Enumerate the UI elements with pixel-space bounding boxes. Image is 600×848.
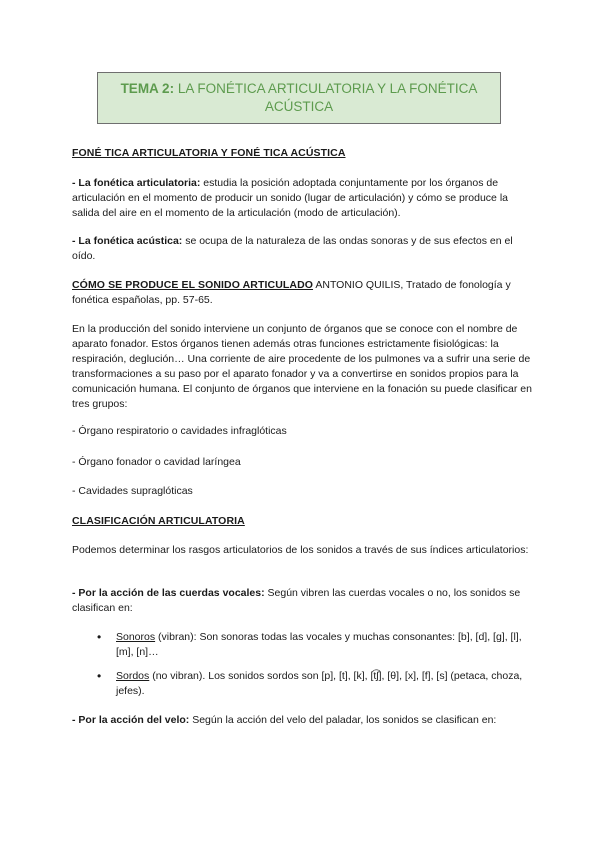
list-item-group-3: - Cavidades supraglóticas <box>72 485 193 497</box>
definition-fonetica-articulatoria: estudia la posición adoptada conjuntamente por los órganos de articulación en el momento de producir un sonido (lugar de articulación) y cómo se produce la salida del aire en el momento de la articulación (modo de articulación). <box>72 177 508 219</box>
title-prefix: TEMA 2: <box>120 81 175 96</box>
paragraph-sonido-articulado <box>72 278 532 308</box>
definition-accion-velo: Según la acción del velo del paladar, los sonidos se clasifican en: <box>192 714 497 726</box>
definition-cuerdas-vocales: Según vibren las cuerdas vocales o no, los sonidos se clasifican en: <box>72 587 521 614</box>
term-fonetica-articulatoria: - La fonética articulatoria: <box>72 177 201 189</box>
section-heading-fonetica: FONÉ TICA ARTICULATORIA Y FONÉ TICA ACÚSTICA <box>72 147 346 159</box>
term-cuerdas-vocales: - Por la acción de las cuerdas vocales: <box>72 587 265 599</box>
section-heading-clasificacion: CLASIFICACIÓN ARTICULATORIA <box>72 515 245 527</box>
title-text-1: LA FONÉTICA ARTICULATORIA Y LA FONÉTICA <box>177 81 478 96</box>
bullet-icon: • <box>97 630 102 644</box>
title-line-2: ACÚSTICA <box>264 99 334 114</box>
paragraph-cuerdas-vocales <box>72 586 532 616</box>
paragraph-fonetica-articulatoria <box>72 176 532 221</box>
title-line-1 <box>121 80 478 98</box>
definition-fonetica-acustica: se ocupa de la naturaleza de las ondas sonoras y de sus efectos en el oído. <box>72 235 513 262</box>
section-heading-sonido-articulado: CÓMO SE PRODUCE EL SONIDO ARTICULADO <box>72 279 314 291</box>
list-item-group-1: - Órgano respiratorio o cavidades infraglóticas <box>72 425 287 437</box>
term-accion-velo: - Por la acción del velo: <box>72 714 190 726</box>
paragraph-clasificacion-intro: Podemos determinar los rasgos articulatorios de los sonidos a través de sus índices articulatorios: <box>72 544 529 556</box>
list-item-group-2: - Órgano fonador o cavidad laríngea <box>72 456 241 468</box>
bullet-item-sonoros <box>116 630 536 660</box>
term-sordos: Sordos <box>116 670 150 682</box>
term-fonetica-acustica: - La fonética acústica: <box>72 235 183 247</box>
paragraph-accion-velo <box>72 713 542 728</box>
bullet-item-sordos <box>116 669 536 699</box>
paragraph-fonetica-acustica <box>72 234 532 264</box>
reference-quilis: ANTONIO QUILIS, Tratado de fonología y fonética españolas, pp. 57-65. <box>72 279 511 306</box>
title-box <box>97 72 501 124</box>
paragraph-aparato-fonador: En la producción del sonido interviene un conjunto de órganos que se conoce con el nombre de aparato fonador. Estos órganos tienen además otras funciones estrictamente fisiológicas: la respiración, deglución… Una corriente de aire procedente de los pulmones va a sufrir una serie de transformaciones a su paso por el aparato fonador y va a convertirse en sonidos propios para la comunicación humana. El conjunto de órganos que interviene en la fonación su puede clasificar en tres grupos: <box>72 323 532 410</box>
definition-sordos: (no vibran). Los sonidos sordos son [p], [t], [k], [t͡ʃ], [θ], [x], [f], [s] (petaca, choza, jefes). <box>116 670 523 697</box>
bullet-icon: • <box>97 669 102 683</box>
term-sonoros: Sonoros <box>116 631 156 643</box>
definition-sonoros: (vibran): Son sonoras todas las vocales y muchas consonantes: [b], [d], [g], [l], [m], [n]… <box>116 631 522 658</box>
